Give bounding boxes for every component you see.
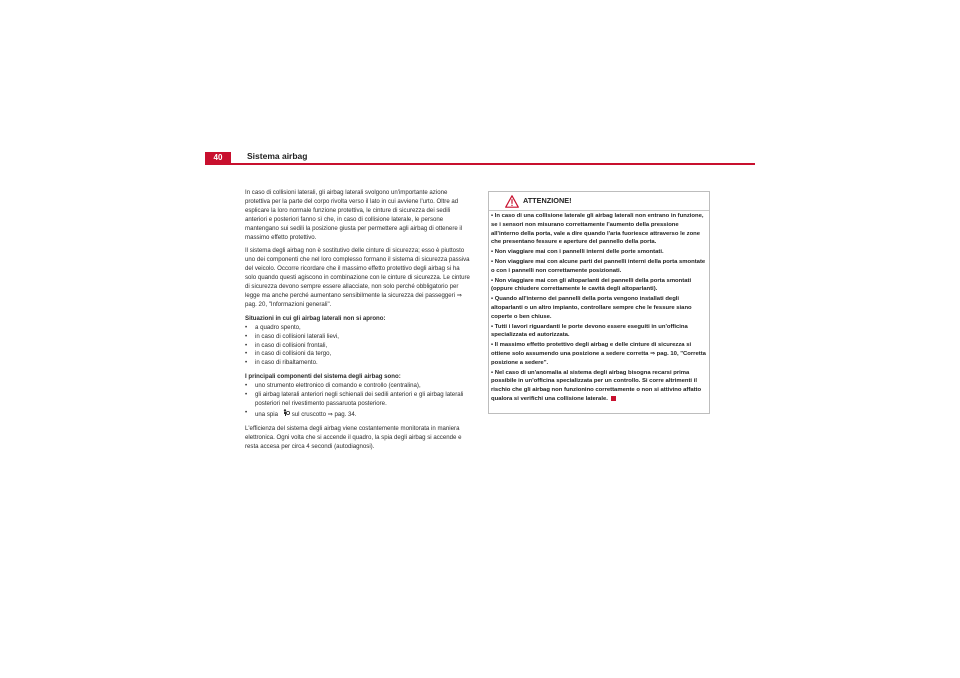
- end-of-section-mark: [611, 396, 616, 401]
- list-item: • in caso di ribaltamento.: [245, 359, 318, 367]
- list-no-deploy: [245, 324, 471, 369]
- warning-header: [489, 192, 709, 210]
- left-column: [245, 189, 471, 456]
- bullet-icon: •: [245, 391, 248, 399]
- paragraph: Il sistema degli airbag non è sostitutivo delle cinture di sicurezza; esso è piuttosto uno dei componenti che nel loro complesso formano il sistema di sicurezza passiva del veicolo. Occorre ricordare che il massimo effetto protettivo degli airbag si ha solo quando questi agiscono in combinazione con le cinture di sicurezza. Le cinture di sicurezza devono sempre essere allacciate, non solo perché obbligatorio per legge ma anche perché aumentano sensibilmente la sicurezza dei passeggeri ⇒ pag. 20, "Informazioni generali".: [245, 247, 470, 308]
- warning-item: • Non viaggiare mai con i pannelli interni delle porte smontati.: [491, 249, 664, 256]
- warning-item: • Tutti i lavori riguardanti le porte devono essere eseguiti in un'officina specializzata ed autorizzata.: [491, 323, 688, 339]
- list-item: • in caso di collisioni laterali lievi,: [245, 332, 339, 340]
- list-item: • a quadro spento,: [245, 323, 301, 331]
- bullet-icon: •: [245, 323, 248, 331]
- bullet-icon: •: [491, 342, 494, 349]
- list-item: • uno strumento elettronico di comando e controllo (centralina),: [245, 382, 421, 390]
- subheading: I principali componenti del sistema degli airbag sono:: [245, 373, 401, 381]
- warning-body: [491, 212, 708, 405]
- page-header: [205, 152, 755, 164]
- bullet-icon: •: [491, 277, 494, 284]
- warning-box: [488, 191, 710, 414]
- bullet-icon: •: [491, 258, 494, 265]
- bullet-icon: •: [491, 296, 494, 303]
- header-divider: [205, 163, 755, 165]
- warning-item: • Non viaggiare mai con gli altoparlanti dei pannelli della porta smontati (oppure chiudere correttamente le cavità degli altoparlanti).: [491, 277, 692, 293]
- warning-item: • Non viaggiare mai con alcune parti dei pannelli interni della porta smontate o con i pannelli non correttamente posizionati.: [491, 258, 706, 274]
- airbag-warning-lamp-icon: [282, 409, 290, 417]
- list-item: • gli airbag laterali anteriori negli schienali dei sedili anteriori e gli airbag laterali posteriori nel rivestimento passaruota posteriore.: [245, 391, 464, 407]
- paragraph: In caso di collisioni laterali, gli airbag laterali svolgono un'importante azione protettiva per la parte del corpo rivolta verso il lato in cui avviene l'urto. Oltre ad esplicare la loro normale funzione protettiva, le cinture di sicurezza dei sedili anteriori e posteriori fanno sì che, in caso di collisione laterale, le persone mantengano sui sedili la posizione giusta per permettere agli airbag di ottenere il massimo effetto protettivo.: [245, 189, 463, 241]
- bullet-icon: •: [491, 369, 494, 376]
- bullet-icon: •: [245, 408, 248, 416]
- section-title: Sistema airbag: [247, 151, 308, 161]
- warning-item: • Nel caso di un'anomalia al sistema degli airbag bisogna recarsi prima possibile in un'officina specializzata per un controllo. Si corre altrimenti il rischio che gli airbag non funzionino correttamente o non si attivino affatto qualora si verifichi una collisione laterale.: [491, 369, 702, 402]
- bullet-icon: •: [245, 350, 248, 358]
- bullet-icon: •: [491, 323, 494, 330]
- warning-title: ATTENZIONE!: [523, 196, 572, 205]
- warning-item: • In caso di una collisione laterale gli airbag laterali non entrano in funzione, se i sensori non misurano correttamente l'aumento della pressione all'interno della porta, vale a dire quando l'aria fuoriesce attraverso le zone che presentano fessure e aperture del pannello della porta.: [491, 213, 704, 246]
- bullet-icon: •: [245, 332, 248, 340]
- page-number: 40: [205, 152, 231, 164]
- bullet-icon: •: [491, 249, 494, 256]
- bullet-icon: •: [245, 341, 248, 349]
- warning-triangle-icon: [505, 195, 519, 208]
- warning-item: • Quando all'interno dei pannelli della porta vengono installati degli altoparlanti o un altro impianto, controllare sempre che le fessure siano coperte o ben chiuse.: [491, 296, 692, 320]
- subheading: Situazioni in cui gli airbag laterali non si aprono:: [245, 314, 386, 322]
- list-item: • in caso di collisioni da tergo,: [245, 350, 332, 358]
- bullet-icon: •: [245, 359, 248, 367]
- list-components: [245, 382, 471, 420]
- bullet-icon: •: [491, 213, 494, 219]
- bullet-icon: •: [245, 382, 248, 390]
- list-item: • in caso di collisioni frontali,: [245, 341, 328, 349]
- warning-item: • Il massimo effetto protettivo degli airbag e delle cinture di sicurezza si ottiene solo assumendo una posizione a sedere corretta ⇒ pag. 10, "Corretta posizione a sedere".: [491, 342, 706, 366]
- list-item: • una spia sul cruscotto ⇒ pag. 34.: [245, 408, 357, 418]
- paragraph: L'efficienza del sistema degli airbag viene costantemente monitorata in maniera elettronica. Ogni volta che si accende il quadro, la spia degli airbag si accende e resta accesa per circa 4 secondi (autodiagnosi).: [245, 424, 462, 450]
- warning-divider: [489, 210, 709, 211]
